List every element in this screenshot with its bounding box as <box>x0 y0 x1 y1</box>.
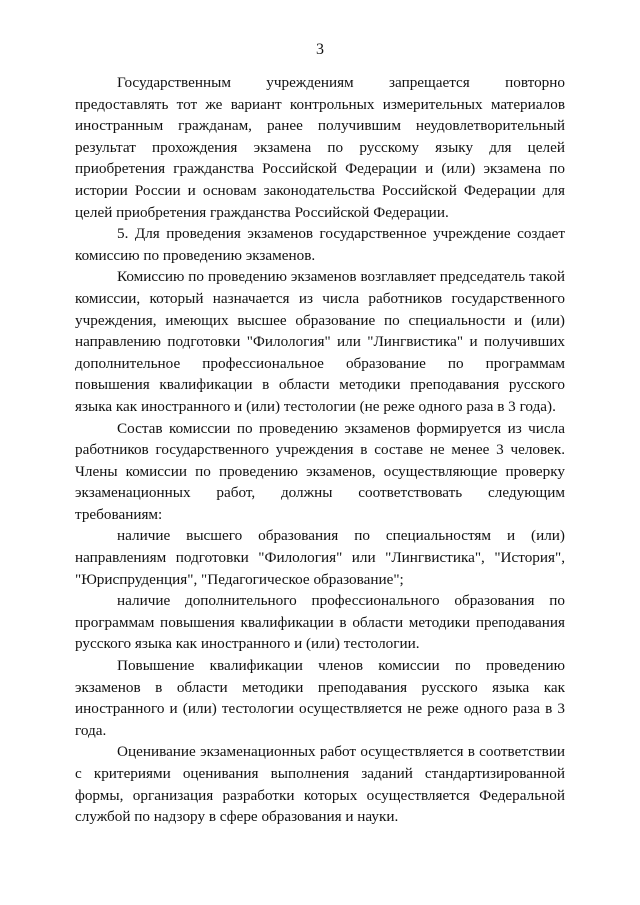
paragraph-commission-chair: Комиссию по проведению экзаменов возглавляет председатель такой комиссии, который назначается из числа работников государственного учреждения, имеющих высшее образование по специальности и (или) направлению подготовки "Филология" или "Лингвистика" и получивших дополнительное профессиональное образование по программам повышения квалификации в области методики преподавания русского языка как иностранного и (или) тестологии (не реже одного раза в 3 года). <box>75 268 565 415</box>
document-body <box>75 72 565 828</box>
paragraph-exam-evaluation: Оценивание экзаменационных работ осуществляется в соответствии с критериями оценивания выполнения заданий стандартизированной формы, организация разработки которых осуществляется Федеральной службой по надзору в сфере образования и науки. <box>75 743 565 826</box>
paragraph-requirement-higher-education: наличие высшего образования по специальностям и (или) направлениям подготовки "Филология" или "Лингвистика", "История", "Юриспруденция", "Педагогическое образование"; <box>75 527 565 588</box>
paragraph-commission-creation: 5. Для проведения экзаменов государственное учреждение создает комиссию по проведению экзаменов. <box>75 225 565 264</box>
paragraph-commission-composition: Состав комиссии по проведению экзаменов формируется из числа работников государственного учреждения в составе не менее 3 человек. Члены комиссии по проведению экзаменов, осуществляющие проверку экзаменационных работ, должны соответствовать следующим требованиям: <box>75 419 565 523</box>
paragraph-qualification-upgrade: Повышение квалификации членов комиссии по проведению экзаменов в области методики преподавания русского языка как иностранного и (или) тестологии осуществляется не реже одного раза в 3 года. <box>75 657 565 739</box>
paragraph-repeat-ban: Государственным учреждениям запрещается повторно предоставлять тот же вариант контрольных измерительных материалов иностранным гражданам, ранее получившим неудовлетворительный результат прохождения экзамена по русскому языку для целей приобретения гражданства Российской Федерации и (или) экзамена по истории России и основам законодательства Российской Федерации для целей приобретения гражданства Российской Федерации. <box>75 74 565 221</box>
paragraph-requirement-additional-education: наличие дополнительного профессионального образования по программам повышения квалификации в области методики преподавания русского языка как иностранного и (или) тестологии. <box>75 592 565 653</box>
page-number: 3 <box>316 41 324 58</box>
